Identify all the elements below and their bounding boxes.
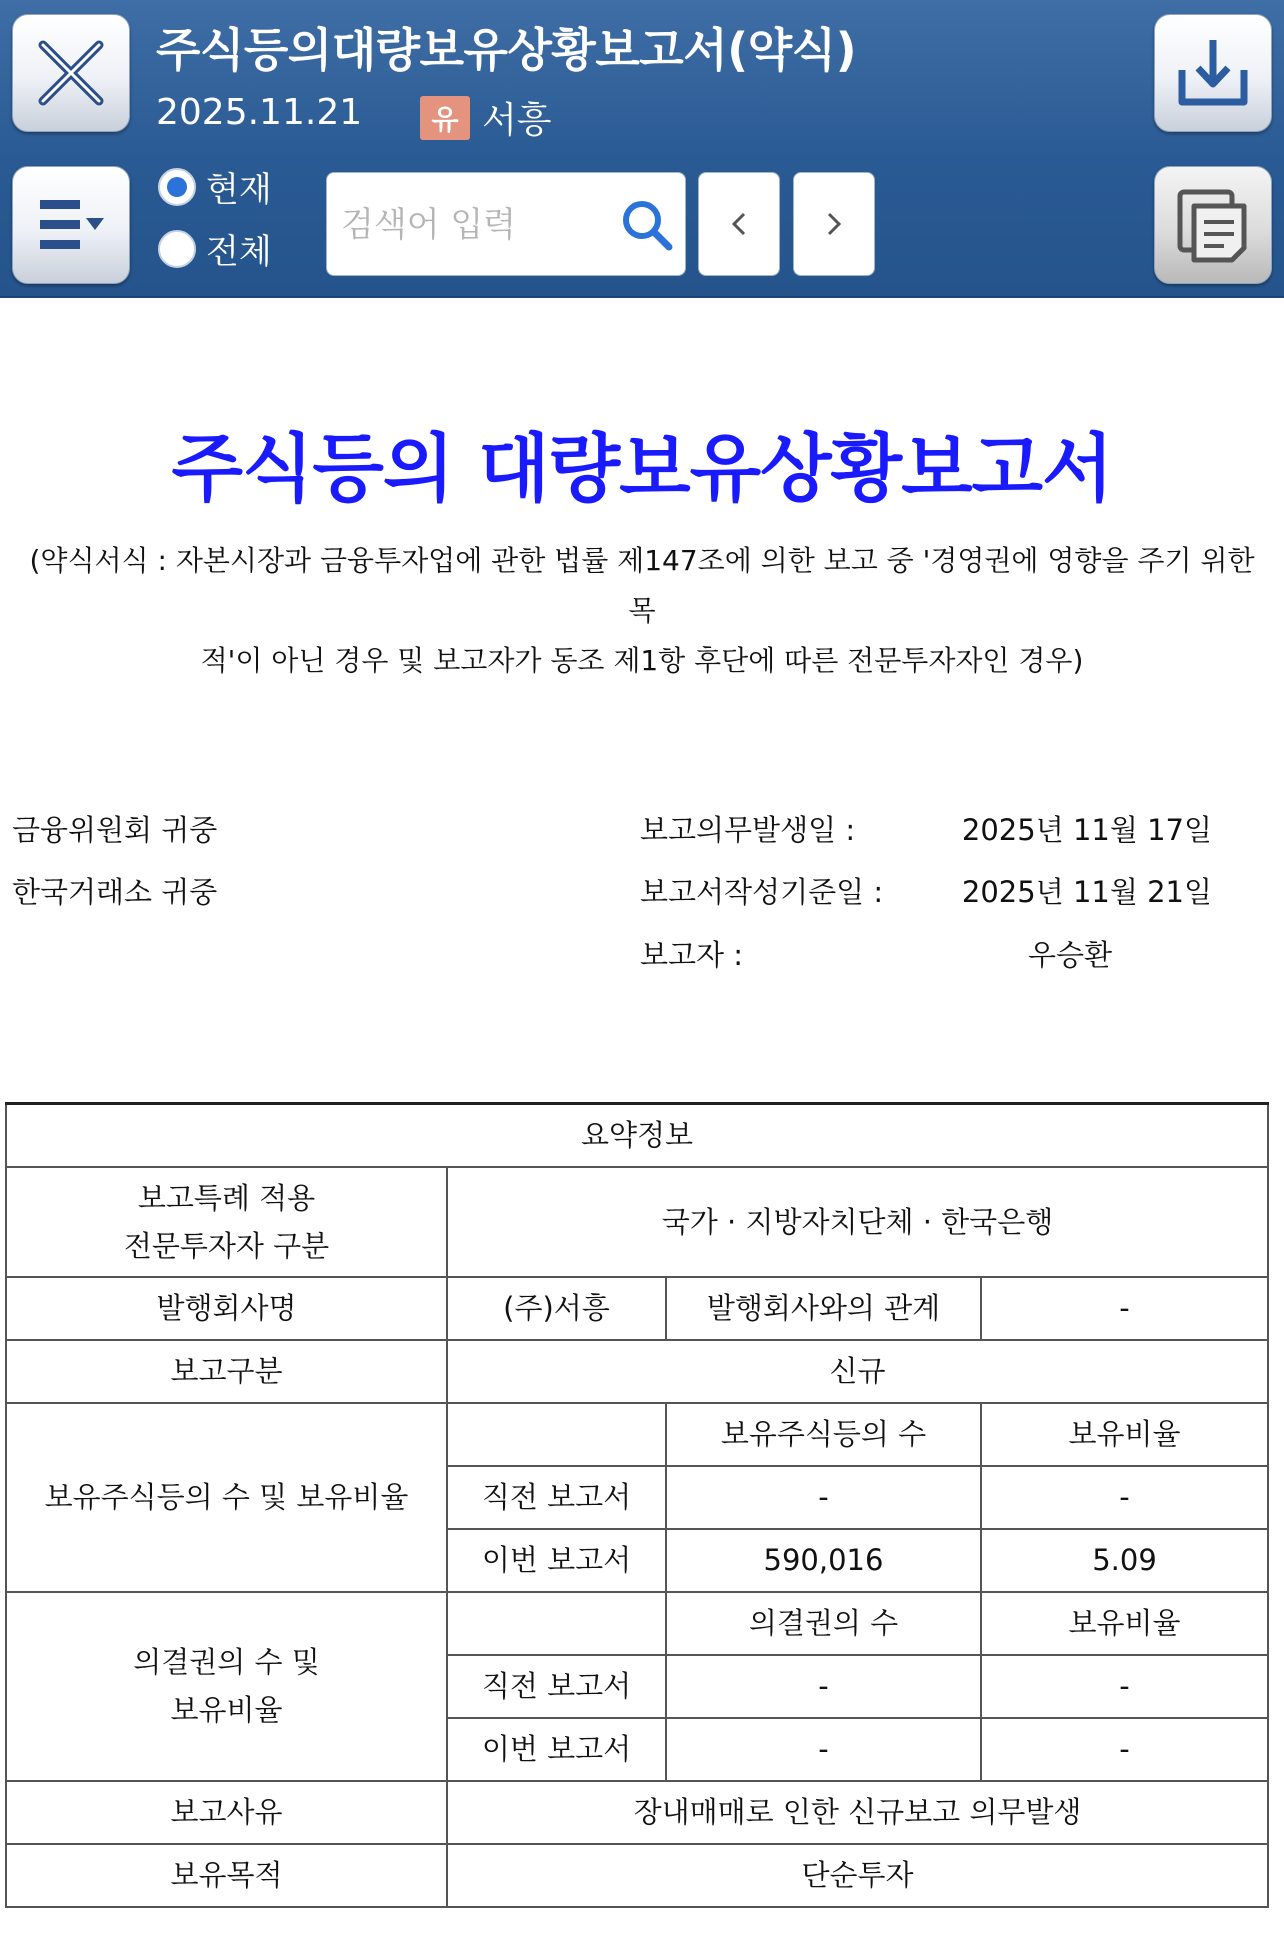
relation-label: 발행회사와의 관계 xyxy=(666,1277,981,1340)
holdings-prev-count: - xyxy=(666,1466,981,1529)
close-button[interactable] xyxy=(12,14,130,132)
table-row xyxy=(6,1403,1268,1466)
prev-report-label: 직전 보고서 xyxy=(447,1655,666,1718)
purpose-label: 보유목적 xyxy=(6,1844,447,1907)
report-type-label: 보고구분 xyxy=(6,1340,447,1403)
reason-value: 장내매매로 인한 신규보고 의무발생 xyxy=(447,1781,1268,1844)
voting-label xyxy=(6,1592,447,1781)
purpose-value: 단순투자 xyxy=(447,1844,1268,1907)
copy-button[interactable] xyxy=(1154,166,1272,284)
chevron-right-icon xyxy=(822,209,846,239)
voting-prev-count: - xyxy=(666,1655,981,1718)
page-title: 주식등의대량보유상황보고서(약식) xyxy=(156,23,857,77)
relation-value: - xyxy=(981,1277,1268,1340)
chevron-left-icon xyxy=(727,209,751,239)
table-row xyxy=(6,1592,1268,1655)
search-input[interactable] xyxy=(341,199,611,251)
holdings-this-count: 590,016 xyxy=(666,1529,981,1592)
menu-button[interactable] xyxy=(12,166,130,284)
special-label xyxy=(6,1167,447,1277)
document-title: 주식등의 대량보유상황보고서 xyxy=(171,426,1113,512)
report-type-value: 신규 xyxy=(447,1340,1268,1403)
company-name: 서흥 xyxy=(482,100,552,141)
download-button[interactable] xyxy=(1154,14,1272,132)
special-value: 국가 · 지방자치단체 · 한국은행 xyxy=(447,1167,1268,1277)
search-icon[interactable] xyxy=(617,195,677,255)
base-date-value: 2025년 11월 21일 xyxy=(961,875,1212,909)
subtitle-line-2: 적'이 아닌 경우 및 보고자가 동조 제1항 후단에 따른 전문투자자인 경우) xyxy=(200,644,1084,677)
summary-table xyxy=(5,1102,1269,1908)
reporter-label: 보고자 : xyxy=(640,938,744,972)
voting-this-count: - xyxy=(666,1718,981,1781)
this-report-label: 이번 보고서 xyxy=(447,1718,666,1781)
obligation-date-value: 2025년 11월 17일 xyxy=(961,813,1212,847)
report-date: 2025.11.21 xyxy=(156,92,363,133)
subtitle-line-1: (약식서식 : 자본시장과 금융투자업에 관한 법률 제147조에 의한 보고 중 '경영권에 영향을 주기 위한 목 xyxy=(29,544,1255,627)
obligation-date-label: 보고의무발생일 : xyxy=(640,813,856,847)
top-toolbar xyxy=(0,0,1284,298)
table-row xyxy=(6,1277,1268,1340)
issuer-label: 발행회사명 xyxy=(6,1277,447,1340)
issuer-value: (주)서흥 xyxy=(447,1277,666,1340)
this-report-label: 이번 보고서 xyxy=(447,1529,666,1592)
empty-cell xyxy=(447,1592,666,1655)
table-row xyxy=(6,1781,1268,1844)
voting-label-line2: 보유비율 xyxy=(170,1693,283,1727)
next-result-button[interactable] xyxy=(793,172,875,276)
radio-current[interactable] xyxy=(158,162,272,211)
radio-current-button[interactable] xyxy=(158,168,196,206)
prev-result-button[interactable] xyxy=(698,172,780,276)
radio-current-label: 현재 xyxy=(206,170,272,210)
download-icon xyxy=(1172,32,1254,114)
document-subtitle xyxy=(14,536,1270,686)
summary-header: 요약정보 xyxy=(6,1104,1268,1167)
special-label-line1: 보고특례 적용 xyxy=(137,1180,316,1215)
table-row xyxy=(6,1167,1268,1277)
table-row xyxy=(6,1104,1268,1167)
special-label-line2: 전문투자자 구분 xyxy=(123,1228,330,1263)
radio-all-button[interactable] xyxy=(158,230,196,268)
table-row xyxy=(6,1844,1268,1907)
table-row xyxy=(6,1340,1268,1403)
voting-label-line1: 의결권의 수 및 xyxy=(133,1645,320,1679)
copy-icon xyxy=(1172,184,1254,266)
reporter-value: 우승환 xyxy=(1027,938,1112,972)
base-date-label: 보고서작성기준일 : xyxy=(640,875,884,909)
holdings-label: 보유주식등의 수 및 보유비율 xyxy=(6,1403,447,1592)
voting-count-header: 의결권의 수 xyxy=(666,1592,981,1655)
addressee-krx: 한국거래소 귀중 xyxy=(12,875,218,909)
holdings-ratio-header: 보유비율 xyxy=(981,1403,1268,1466)
holdings-count-header: 보유주식등의 수 xyxy=(666,1403,981,1466)
addressee-fsc: 금융위원회 귀중 xyxy=(12,813,218,847)
voting-prev-ratio: - xyxy=(981,1655,1268,1718)
voting-this-ratio: - xyxy=(981,1718,1268,1781)
empty-cell xyxy=(447,1403,666,1466)
market-badge: 유 xyxy=(420,96,470,140)
menu-dropdown-icon xyxy=(30,190,112,260)
reason-label: 보고사유 xyxy=(6,1781,447,1844)
close-icon xyxy=(31,33,111,113)
search-box xyxy=(326,172,686,276)
voting-ratio-header: 보유비율 xyxy=(981,1592,1268,1655)
radio-all-label: 전체 xyxy=(206,232,272,272)
holdings-prev-ratio: - xyxy=(981,1466,1268,1529)
prev-report-label: 직전 보고서 xyxy=(447,1466,666,1529)
radio-all[interactable] xyxy=(158,224,272,273)
holdings-this-ratio: 5.09 xyxy=(981,1529,1268,1592)
